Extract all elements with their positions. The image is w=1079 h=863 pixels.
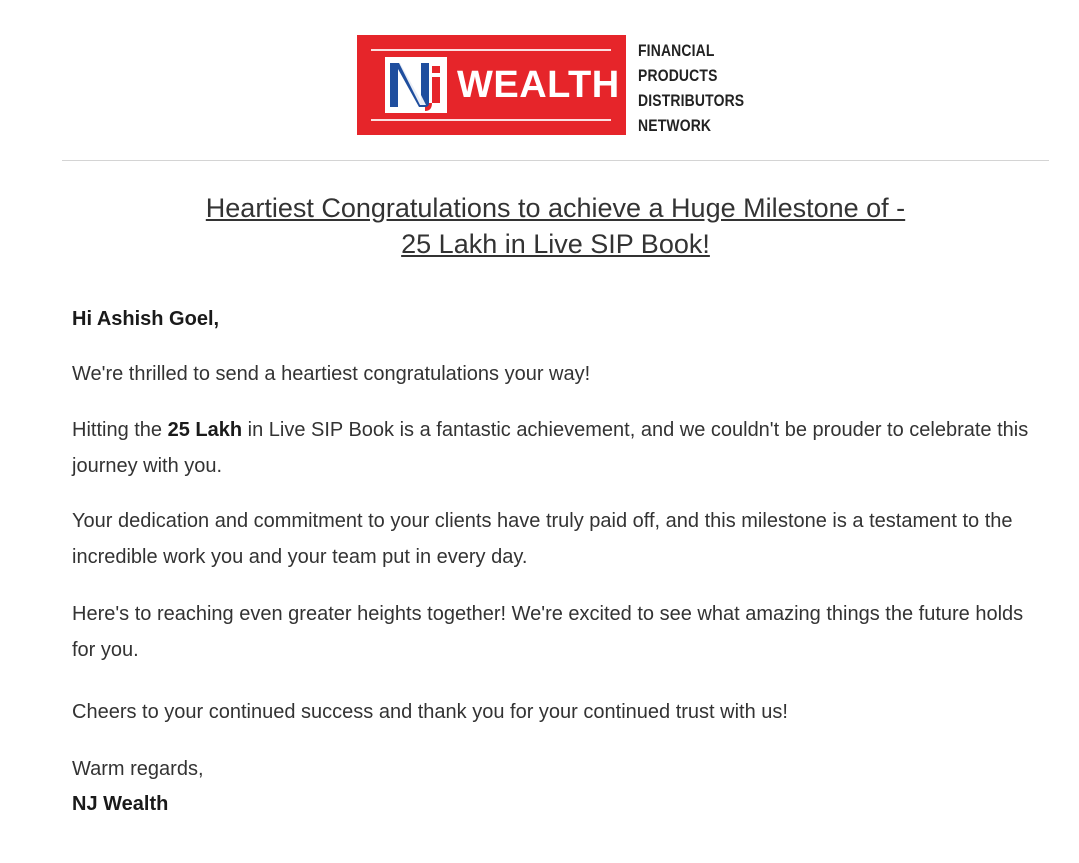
tagline-line: PRODUCTS xyxy=(638,66,718,85)
headline-line-1: Heartiest Congratulations to achieve a Huge Milestone of - xyxy=(205,193,906,223)
tagline-line: FINANCIAL xyxy=(638,41,715,60)
paragraph-dedication: Your dedication and commitment to your clients have truly paid off, and this milestone is a testament to the incredible work you and your team put in every day. xyxy=(72,510,1013,568)
paragraph-future: Here's to reaching even greater heights together! We're excited to see what amazing things the future holds for you. xyxy=(72,603,1024,661)
greeting: Hi Ashish Goel, xyxy=(72,308,220,330)
logo-tagline xyxy=(638,38,744,138)
logo-rule-bottom xyxy=(371,119,611,121)
closing: Warm regards, xyxy=(72,758,204,780)
milestone-text-pre: Hitting the xyxy=(72,419,168,441)
milestone-text-post: in Live SIP Book is a fantastic achievement, and we couldn't be prouder to celebrate this journey with you. xyxy=(72,419,1029,477)
nj-wealth-logo xyxy=(357,35,626,135)
headline-line-2: 25 Lakh in Live SIP Book! xyxy=(401,229,710,259)
nj-mark-icon xyxy=(385,57,447,113)
email-header xyxy=(0,0,1079,160)
paragraph-milestone xyxy=(72,412,1052,484)
logo-wordmark: WEALTH xyxy=(457,64,620,106)
signature: NJ Wealth xyxy=(72,793,169,815)
paragraph-cheers: Cheers to your continued success and thank you for your continued trust with us! xyxy=(72,701,788,723)
logo-rule-top xyxy=(371,49,611,51)
milestone-amount: 25 Lakh xyxy=(167,419,243,441)
tagline-line: NETWORK xyxy=(638,116,712,135)
header-divider xyxy=(62,160,1049,161)
tagline-line: DISTRIBUTORS xyxy=(638,91,745,110)
email-body xyxy=(72,300,1052,815)
paragraph-congrats: We're thrilled to send a heartiest congratulations your way! xyxy=(72,363,591,385)
email-headline xyxy=(0,190,1079,262)
